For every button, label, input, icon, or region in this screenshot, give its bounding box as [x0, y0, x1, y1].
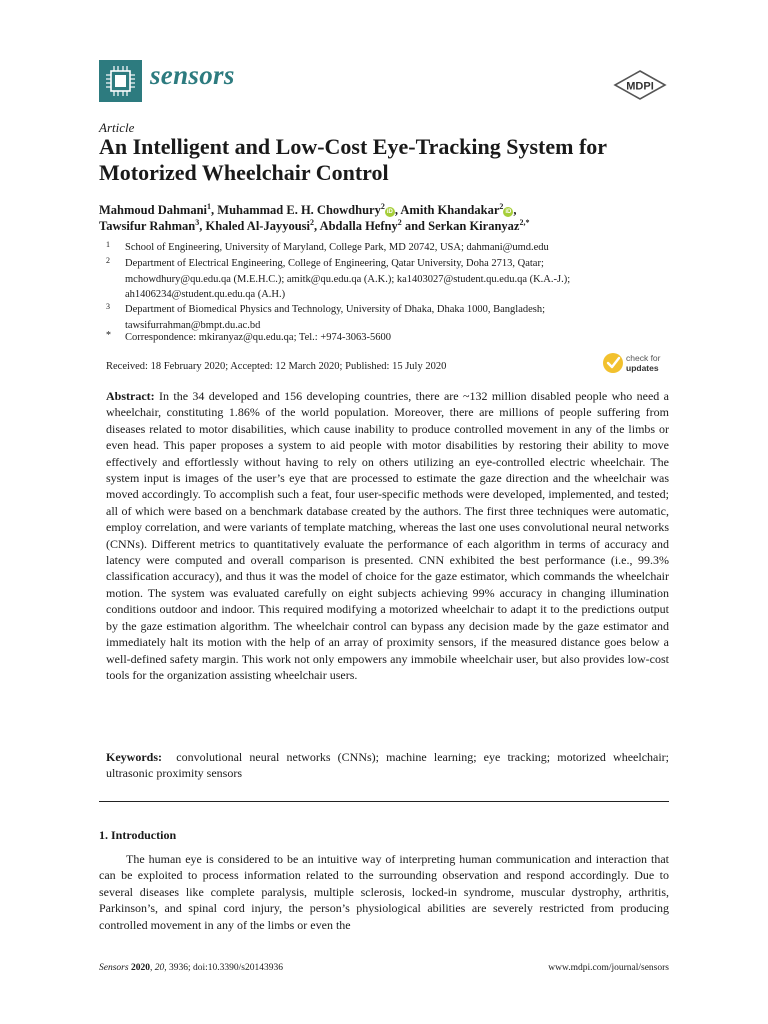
article-type: Article	[99, 120, 135, 135]
orcid-icon[interactable]: iD	[386, 209, 393, 216]
author-affiliation-sup: 2	[310, 218, 315, 227]
mdpi-logo-icon[interactable]	[612, 70, 668, 100]
check-updates-line2: updates	[626, 363, 659, 373]
affiliation-item	[106, 240, 666, 256]
affiliation-item	[106, 330, 666, 346]
check-updates-icon	[603, 353, 623, 373]
author-affiliation-sup: 1	[207, 202, 212, 211]
keywords-paragraph	[106, 749, 669, 782]
section-heading: 1. Introduction	[99, 828, 177, 842]
abstract-paragraph	[106, 388, 669, 683]
author-name[interactable]: Amith Khandakar	[400, 203, 500, 218]
affiliation-text: Department of Electrical Engineering, College of Engineering, Qatar University, Doha 2713, Qatar; mchowdhury@qu.edu.qa (M.E.H.C.); amitk@qu.edu.qa (A.K.); ka1403027@student.qu.edu.qa (K.A.-J.); ah1406234@student.qu.edu.qa (A.H.)	[125, 258, 571, 301]
author-line-1: Mahmoud Dahmani$^1$, Muhammad E. H. Chowdhury$^2$iD , Amith Khandakar$^2$iD ,	[99, 202, 517, 218]
journal-url-link[interactable]: www.mdpi.com/journal/sensors	[548, 963, 669, 973]
affiliation-number: 1	[106, 240, 110, 249]
author-affiliation-sup: 2	[499, 202, 504, 211]
received-dates: Received: 18 February 2020; Accepted: 12 March 2020; Published: 15 July 2020	[106, 361, 447, 372]
citation-footer: Sensors 2020, 20, 3936; doi:10.3390/s20143936	[99, 963, 283, 973]
author-affiliation-sup: 2	[397, 218, 402, 227]
affiliation-item	[106, 302, 666, 333]
author-affiliation-sup: 3	[195, 218, 200, 227]
author-name[interactable]: Serkan Kiranyaz	[428, 219, 520, 234]
affiliation-item	[106, 256, 666, 303]
footer-year: 2020	[130, 963, 150, 973]
intro-paragraph: The human eye is considered to be an intuitive way of interpreting human communication and interaction that can be exploited to process information related to the surrounding observation and respond accordingly. Due to several diseases like complete paralysis, multiple sclerosis, locked-in syndrome, muscular dystrophy, arthritis, Parkinson’s, and spinal cord injury, the person’s physiological abilities are severely restricted from producing controlled movement in any of the limbs or even the	[99, 852, 669, 932]
mdpi-logo-text: MDPI	[626, 80, 654, 93]
author-name[interactable]: Khaled Al-Jayyousi	[205, 219, 311, 234]
author-affiliation-sup: 2	[380, 202, 385, 211]
footer-journal: Sensors	[99, 963, 129, 973]
author-name[interactable]: Muhammad E. H. Chowdhury	[217, 203, 381, 218]
journal-name[interactable]: sensors	[150, 60, 235, 90]
affiliation-text: Department of Biomedical Physics and Technology, University of Dhaka, Dhaka 1000, Bangladesh; tawsifurrahman@bmpt.du.ac.bd	[125, 304, 546, 331]
check-updates-line1: check for	[626, 353, 661, 363]
abstract-text: In the 34 developed and 156 developing countries, there are ~132 million disabled people who need a wheelchair, constituting 1.86% of the world population. Moreover, there are millions of people suffering from diseases related to motor disabilities, which cause inability to produce controlled movement in any of the limbs or even head. This paper proposes a system to aid people with motor disabilities by restoring their ability to move effectively and effortlessly without having to rely on others utilizing an eye-controlled electric wheelchair. The system input is images of the user’s eye that are processed to estimate the gaze direction and the wheelchair was moved accordingly. To accomplish such a feat, four user-specific methods were developed, implemented, and tested; all of which were based on a benchmark database created by the authors. The first three techniques were automatic, employ correlation, and were variants of template matching, whereas the last one uses convolutional neural networks (CNNs). Different metrics to quantitatively evaluate the performance of each algorithm in terms of accuracy and latency were computed and overall comparison is presented. CNN exhibited the best performance (i.e., 99.3% classification accuracy), and thus it was the model of choice for the gaze estimator, which commands the wheelchair motion. The system was evaluated carefully on eight subjects achieving 99% accuracy in changing illumination conditions outdoor and indoor. This required modifying a motorized wheelchair to adapt it to the predictions output by the gaze estimation algorithm. The wheelchair control can bypass any decision made by the gaze estimator and immediately halt its motion with the help of an array of proximity sensors, if the measured distance goes below a well-defined safety margin. This work not only empowers any immobile wheelchair user, but also provides low-cost tools for the organization assisting wheelchair users.	[106, 389, 670, 682]
journal-logo-icon	[99, 60, 142, 102]
author-name[interactable]: Tawsifur Rahman	[99, 219, 196, 234]
affiliation-text: School of Engineering, University of Maryland, College Park, MD 20742, USA; dahmani@umd.edu	[125, 242, 549, 253]
affiliation-number: 2	[106, 256, 110, 265]
keywords-text: convolutional neural networks (CNNs); machine learning; eye tracking; motorized wheelchair; ultrasonic proximity sensors	[106, 750, 670, 781]
check-for-updates-button[interactable]	[601, 349, 671, 377]
paper-title: An Intelligent and Low-Cost Eye-Tracking System for Motorized Wheelchair Control	[99, 134, 607, 185]
keywords-label: Keywords:	[106, 750, 162, 764]
affiliation-number: 3	[106, 302, 110, 311]
footer-volume: 20	[154, 963, 165, 973]
footer-doi: , 3936; doi:10.3390/s20143936	[164, 963, 283, 973]
affiliation-number: *	[106, 330, 111, 341]
author-name[interactable]: Abdalla Hefny	[319, 219, 398, 234]
abstract-label: Abstract:	[106, 389, 155, 403]
author-affiliation-sup: 2,*	[519, 218, 530, 227]
correspondence-text: Correspondence: mkiranyaz@qu.edu.qa; Tel.: +974-3063-5600	[125, 332, 392, 343]
section-divider	[99, 801, 669, 802]
orcid-icon[interactable]: iD	[505, 209, 512, 216]
author-line-2: Tawsifur Rahman$^3$, Khaled Al-Jayyousi$^2$, Abdalla Hefny$^2$ and Serkan Kiranyaz$^{2,*}$	[99, 218, 530, 234]
author-name[interactable]: Mahmoud Dahmani	[99, 203, 208, 218]
